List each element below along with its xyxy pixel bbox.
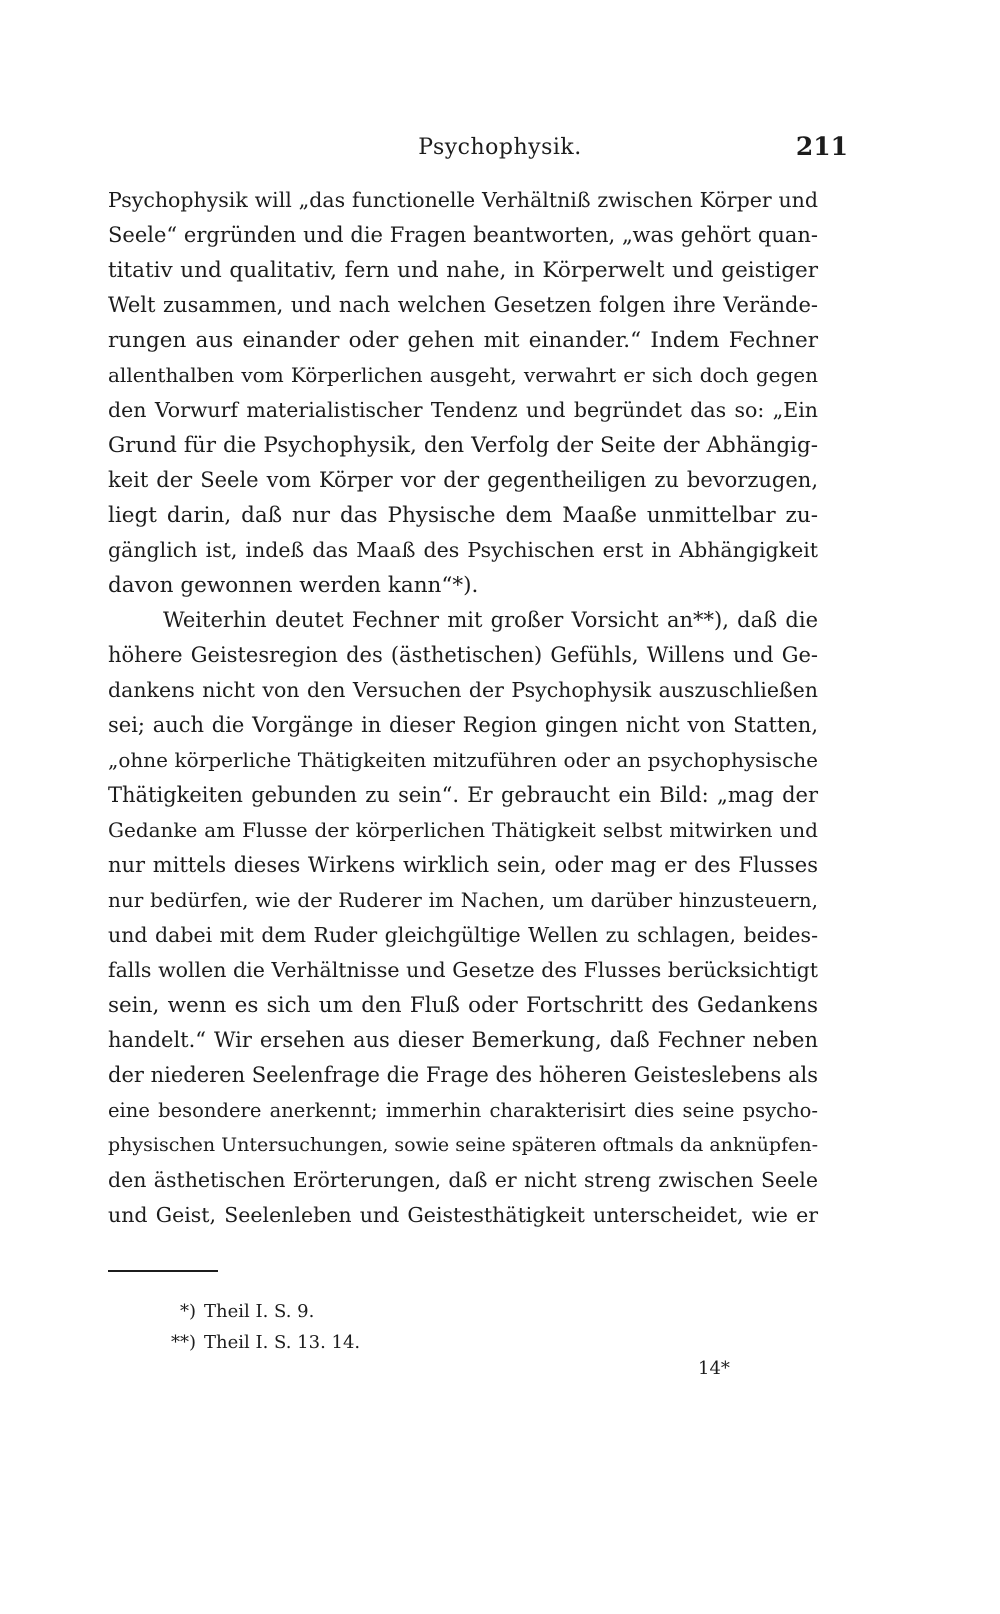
footnote-mark: **) bbox=[170, 1332, 196, 1353]
running-head: Psychophysik. bbox=[418, 135, 582, 160]
text-line: der niederen Seelenfrage die Frage des höheren Geisteslebens als bbox=[108, 1063, 818, 1087]
text-line: allenthalben vom Körperlichen ausgeht, verwahrt er sich doch gegen bbox=[108, 363, 818, 387]
footnote-text: Theil I. S. 13. 14. bbox=[204, 1332, 361, 1353]
text-line: Gedanke am Flusse der körperlichen Thätigkeit selbst mitwirken und bbox=[108, 818, 818, 842]
printer-signature: 14* bbox=[698, 1358, 730, 1379]
page-number: 211 bbox=[795, 132, 848, 161]
footnotes bbox=[160, 1296, 360, 1358]
text-line: keit der Seele vom Körper vor der gegentheiligen zu bevorzugen, bbox=[108, 468, 818, 492]
text-line: höhere Geistesregion des (ästhetischen) Gefühls, Willens und Ge- bbox=[108, 643, 818, 667]
footnote-divider bbox=[108, 1270, 218, 1272]
text-line: eine besondere anerkennt; immerhin charakterisirt dies seine psycho- bbox=[108, 1099, 818, 1122]
footnote-mark: *) bbox=[179, 1301, 196, 1322]
body-text bbox=[108, 183, 818, 1233]
text-line: davon gewonnen werden kann“*). bbox=[108, 573, 479, 598]
text-line: „ohne körperliche Thätigkeiten mitzuführen oder an psychophysische bbox=[108, 748, 818, 772]
text-line: sein, wenn es sich um den Fluß oder Fortschritt des Gedankens bbox=[108, 993, 818, 1018]
text-line: rungen aus einander oder gehen mit einander.“ Indem Fechner bbox=[108, 328, 818, 353]
text-line: titativ und qualitativ, fern und nahe, in Körperwelt und geistiger bbox=[108, 258, 818, 283]
footnote bbox=[160, 1327, 360, 1358]
text-line: Grund für die Psychophysik, den Verfolg der Seite der Abhängig- bbox=[108, 433, 818, 458]
text-line: Welt zusammen, und nach welchen Gesetzen folgen ihre Verände- bbox=[108, 293, 818, 317]
text-line: und dabei mit dem Ruder gleichgültige Wellen zu schlagen, beides- bbox=[108, 923, 818, 947]
text-line: Psychophysik will „das functionelle Verhältniß zwischen Körper und bbox=[108, 188, 818, 212]
text-line: nur bedürfen, wie der Ruderer im Nachen, um darüber hinzusteuern, bbox=[108, 888, 818, 912]
text-line: den ästhetischen Erörterungen, daß er nicht streng zwischen Seele bbox=[108, 1168, 818, 1192]
text-line: Seele“ ergründen und die Fragen beantworten, „was gehört quan- bbox=[108, 223, 818, 247]
footnote-text: Theil I. S. 9. bbox=[204, 1301, 315, 1322]
text-line: und Geist, Seelenleben und Geistesthätigkeit unterscheidet, wie er bbox=[108, 1203, 818, 1227]
text-line: Thätigkeiten gebunden zu sein“. Er gebraucht ein Bild: „mag der bbox=[108, 783, 818, 807]
text-line: den Vorwurf materialistischer Tendenz und begründet das so: „Ein bbox=[108, 398, 818, 422]
text-line: physischen Untersuchungen, sowie seine späteren oftmals da anknüpfen- bbox=[108, 1134, 819, 1156]
text-line: liegt darin, daß nur das Physische dem Maaße unmittelbar zu- bbox=[108, 503, 818, 528]
footnote bbox=[160, 1296, 360, 1327]
text-line: nur mittels dieses Wirkens wirklich sein, oder mag er des Flusses bbox=[108, 853, 818, 877]
text-line: handelt.“ Wir ersehen aus dieser Bemerkung, daß Fechner neben bbox=[108, 1028, 818, 1052]
text-line: falls wollen die Verhältnisse und Gesetze des Flusses berücksichtigt bbox=[108, 958, 818, 982]
text-line: sei; auch die Vorgänge in dieser Region gingen nicht von Statten, bbox=[108, 713, 818, 737]
text-line: dankens nicht von den Versuchen der Psychophysik auszuschließen bbox=[108, 678, 818, 702]
text-line: Weiterhin deutet Fechner mit großer Vorsicht an**), daß die bbox=[163, 608, 818, 632]
text-line: gänglich ist, indeß das Maaß des Psychischen erst in Abhängigkeit bbox=[108, 538, 818, 562]
